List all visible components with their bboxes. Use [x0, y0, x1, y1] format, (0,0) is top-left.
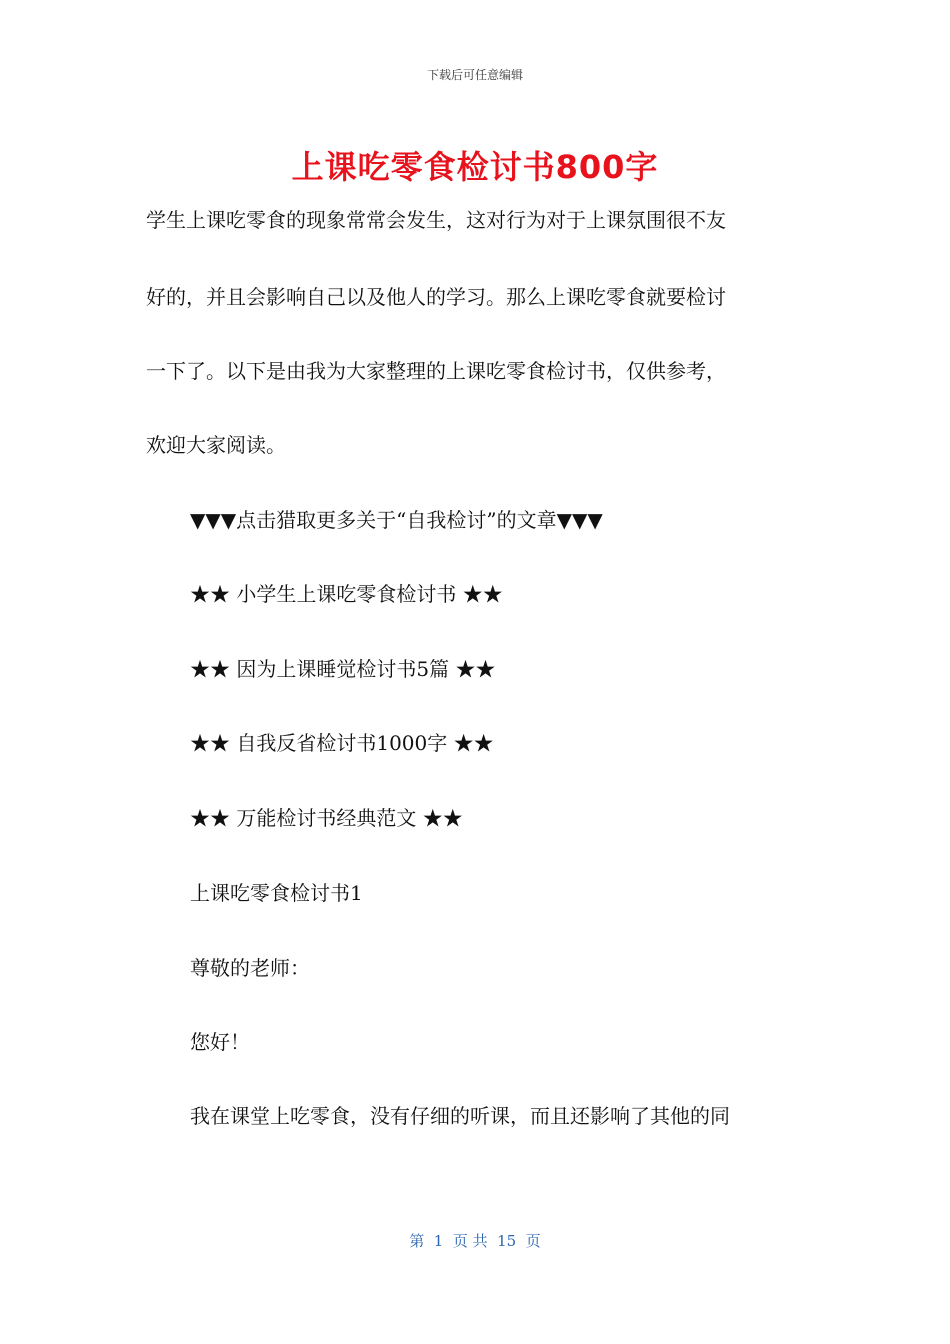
- related-link[interactable]: ★★ 因为上课睡觉检讨书5篇 ★★: [190, 657, 496, 681]
- related-link[interactable]: ★★ 万能检讨书经典范文 ★★: [190, 806, 463, 830]
- salutation: 尊敬的老师：: [190, 956, 310, 980]
- page-footer: 第 1 页 共 15 页: [409, 1232, 541, 1250]
- intro-line: 一下了。以下是由我为大家整理的上课吃零食检讨书，仅供参考，: [146, 359, 726, 383]
- greeting: 您好！: [190, 1030, 250, 1054]
- intro-line: 欢迎大家阅读。: [146, 433, 286, 457]
- intro-line: 学生上课吃零食的现象常常会发生，这对行为对于上课氛围很不友: [146, 208, 726, 232]
- body-paragraph: 我在课堂上吃零食，没有仔细的听课，而且还影响了其他的同: [190, 1104, 730, 1128]
- related-link[interactable]: ★★ 小学生上课吃零食检讨书 ★★: [190, 582, 503, 606]
- related-articles-header[interactable]: ▼▼▼点击猎取更多关于“自我检讨”的文章▼▼▼: [190, 508, 603, 532]
- section-title: 上课吃零食检讨书1: [190, 881, 363, 905]
- header-note: 下载后可任意编辑: [426, 68, 523, 82]
- document-title: 上课吃零食检讨书800字: [291, 148, 659, 186]
- intro-line: 好的，并且会影响自己以及他人的学习。那么上课吃零食就要检讨: [146, 285, 726, 309]
- related-link[interactable]: ★★ 自我反省检讨书1000字 ★★: [190, 731, 494, 755]
